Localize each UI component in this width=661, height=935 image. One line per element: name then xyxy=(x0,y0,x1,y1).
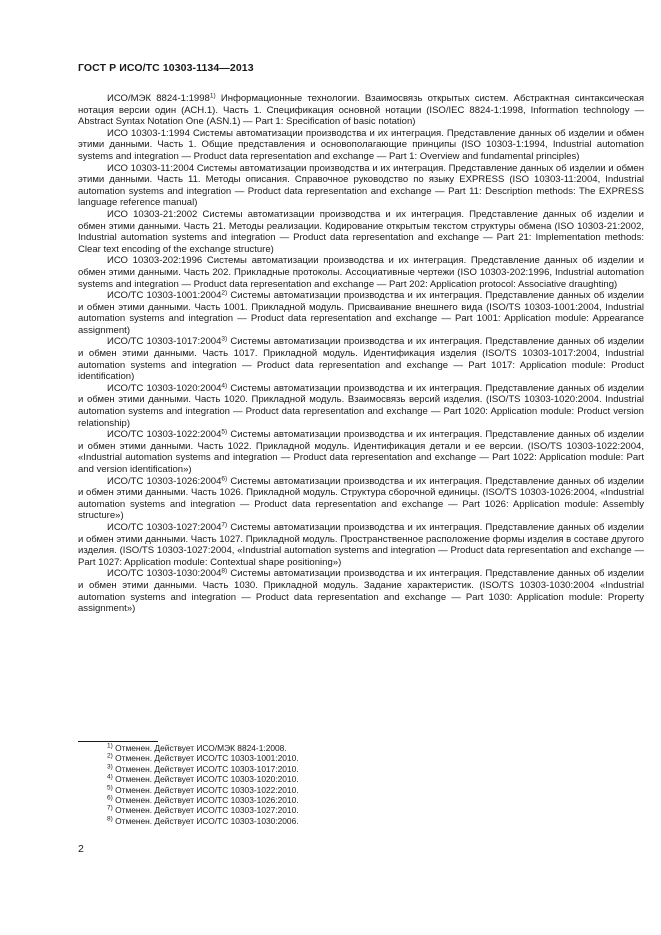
footnote-number: 7) xyxy=(107,804,113,812)
footnote-marker: 6) xyxy=(221,475,228,483)
footnote-number: 5) xyxy=(107,784,113,792)
reference-paragraph xyxy=(78,429,644,475)
footnote xyxy=(107,764,299,774)
standard-designation: ИСО/ТС 10303-1017:2004 xyxy=(107,336,222,348)
reference-paragraph xyxy=(78,290,644,336)
footnote xyxy=(107,774,299,784)
reference-paragraph xyxy=(78,209,644,255)
reference-paragraph xyxy=(78,255,644,290)
footnote-text: Отменен. Действует ИСО/ТС 10303-1027:2010. xyxy=(112,805,299,816)
footnote-marker: 8) xyxy=(221,567,228,575)
standard-title: Системы автоматизации производства и их интеграция. Представление данных об изделии и обмен этими данными. Часть 1017. Прикладной модуль. Идентификация изделия (ISO/TS 10303-1017:2004, Industrial automation systems and integration — Product data representation and exchange — Part 1017: Application module: Product identification) xyxy=(78,336,644,383)
standard-designation: ИСО/ТС 10303-1027:2004 xyxy=(107,521,222,533)
reference-paragraph xyxy=(78,522,644,568)
standard-designation: ИСО 10303-1:1994 xyxy=(107,127,190,139)
footnote xyxy=(107,805,299,815)
standard-title: Системы автоматизации производства и их интеграция. Представление данных об изделии и обмен этими данными. Часть 1030. Прикладной модуль. Задание характеристик. (ISO/TS 10303-1030:2004 «Industrial automation systems and integration — Product data representation and exchange — Part 1030: Application module: Property assignment») xyxy=(78,568,644,615)
footnote-number: 6) xyxy=(107,794,113,802)
footnote-text: Отменен. Действует ИСО/ТС 10303-1020:2010. xyxy=(112,774,299,785)
standard-designation: ИСО/ТС 10303-1020:2004 xyxy=(107,382,222,394)
footnote xyxy=(107,743,299,753)
standard-title: Системы автоматизации производства и их интеграция. Представление данных об изделии и обмен этими данными. Часть 1. Общие представления и основополагающие принципы (ISO 10303-1:1994, Industrial automation systems and integration — Product data representation and exchange — Part 1: Overview and fundamental principles) xyxy=(78,127,644,162)
footnote xyxy=(107,795,299,805)
footnote-marker: 4) xyxy=(221,382,228,390)
footnote-number: 1) xyxy=(107,742,113,750)
page-number: 2 xyxy=(78,843,84,855)
reference-paragraph xyxy=(78,383,644,429)
footnote xyxy=(107,753,299,763)
reference-paragraph xyxy=(78,568,644,614)
footnote-marker: 2) xyxy=(221,289,228,297)
footnote xyxy=(107,816,299,826)
footnote xyxy=(107,785,299,795)
standard-title: Системы автоматизации производства и их интеграция. Представление данных об изделии и обмен этими данными. Часть 1020. Прикладной модуль. Взаимосвязь версий изделия. (ISO/TS 10303-1020:2004. Industrial automation systems and integration — Product data representation and exchange — Part 1020: Application module: Product version relationship) xyxy=(78,382,644,429)
normative-references xyxy=(78,93,644,615)
reference-paragraph xyxy=(78,163,644,209)
standard-title: Системы автоматизации производства и их интеграция. Представление данных об изделии и обмен этими данными. Часть 11. Методы описания. Справочное руководство по языку EXPRESS (ISO 10303-11:2004, Industrial automation systems and integration — Product data representation and exchange — Part 11: Description methods: The EXPRESS language reference manual) xyxy=(78,162,644,209)
footnote-marker: 3) xyxy=(221,335,228,343)
footnote-number: 2) xyxy=(107,752,113,760)
footnote-separator xyxy=(78,741,158,742)
footnote-marker: 7) xyxy=(221,521,228,529)
standard-title: Системы автоматизации производства и их интеграция. Представление данных об изделии и обмен этими данными. Часть 1026. Прикладной модуль. Структура сборочной единицы. (ISO/TS 10303-1026:2004, «Industrial automation systems and integration — Product data representation and exchange — Part 1026: Application module: Assembly structure») xyxy=(78,475,644,522)
standard-title: Системы автоматизации производства и их интеграция. Представление данных об изделии и обмен этими данными. Часть 1001. Прикладной модуль. Присваивание внешнего вида (ISO/TS 10303-1001:2004, Industrial automation systems and integration — Product data representation and exchange — Part 1001: Application module: Appearance assignment) xyxy=(78,290,644,336)
footnote-text: Отменен. Действует ИСО/ТС 10303-1022:2010. xyxy=(112,784,299,795)
footnote-number: 8) xyxy=(107,815,113,823)
reference-paragraph xyxy=(78,476,644,522)
footnote-number: 3) xyxy=(107,763,113,771)
reference-paragraph xyxy=(78,336,644,382)
standard-designation: ИСО/ТС 10303-1026:2004 xyxy=(107,475,222,487)
standard-designation: ИСО 10303-21:2002 xyxy=(107,208,198,220)
footnote-text: Отменен. Действует ИСО/ТС 10303-1026:2010. xyxy=(112,795,299,806)
footnote-text: Отменен. Действует ИСО/ТС 10303-1001:2010. xyxy=(112,753,299,764)
footnote-text: Отменен. Действует ИСО/ТС 10303-1030:2006. xyxy=(112,815,299,826)
standard-title: Системы автоматизации производства и их интеграция. Представление данных об изделии и обмен этими данными. Часть 21. Методы реализации. Кодирование открытым текстом структуры обмена (ISO 10303-21:2002, Industrial automation systems and integration — Product data representation and exchange — Part 21: Implementation methods: Clear text encoding of the exchange structure) xyxy=(78,208,644,255)
footnotes xyxy=(107,743,299,826)
standard-designation: ИСО/МЭК 8824-1:1998 xyxy=(107,93,210,104)
footnote-text: Отменен. Действует ИСО/МЭК 8824-1:2008. xyxy=(112,743,287,753)
footnote-marker: 5) xyxy=(221,428,228,436)
standard-title: Системы автоматизации производства и их интеграция. Представление данных об изделии и обмен этими данными. Часть 1022. Прикладной модуль. Идентификация детали и ее версии. (ISO/TS 10303-1022:2004, «Industrial automation systems and integration — Product data representation and exchange — Part 1022: Application module: Part and version identification») xyxy=(78,429,644,475)
standard-designation: ИСО 10303-11:2004 xyxy=(107,162,195,174)
standard-title: Информационные технологии. Взаимосвязь открытых систем. Абстрактная синтаксическая нотация версии один (АСН.1). Часть 1. Спецификация основной нотации (ISO/IEC 8824-1:1998, Information technology — Abstract Syntax Notation One (ASN.1) — Part 1: Specification of basic notation) xyxy=(78,93,644,128)
footnote-number: 4) xyxy=(107,773,113,781)
standard-designation: ИСО/ТС 10303-1001:2004 xyxy=(107,290,222,302)
standard-designation: ИСО 10303-202:1996 xyxy=(107,255,203,267)
reference-paragraph xyxy=(78,93,644,128)
standard-title: Системы автоматизации производства и их интеграция. Представление данных об изделии и обмен этими данными. Часть 1027. Прикладной модуль. Пространственное расположение формы изделия в составе другого изделия. (ISO/TS 10303-1027:2004, «Industrial automation systems and integration — Product data representation and exchange — Part 1027: Application module: Contextual shape positioning») xyxy=(78,521,644,568)
reference-paragraph xyxy=(78,128,644,163)
footnote-marker: 1) xyxy=(209,92,216,100)
standard-designation: ИСО/ТС 10303-1022:2004 xyxy=(107,429,222,441)
page-header: ГОСТ Р ИСО/ТС 10303-1134—2013 xyxy=(78,62,254,74)
standard-title: Системы автоматизации производства и их интеграция. Представление данных об изделии и обмен этими данными. Часть 202. Прикладные протоколы. Ассоциативные чертежи (ISO 10303-202:1996, Industrial automation systems and integration — Product data representation and exchange — Part 202: Application protocol: Associative draughting) xyxy=(78,255,644,290)
footnote-text: Отменен. Действует ИСО/ТС 10303-1017:2010. xyxy=(112,763,299,774)
standard-designation: ИСО/ТС 10303-1030:2004 xyxy=(107,568,222,580)
